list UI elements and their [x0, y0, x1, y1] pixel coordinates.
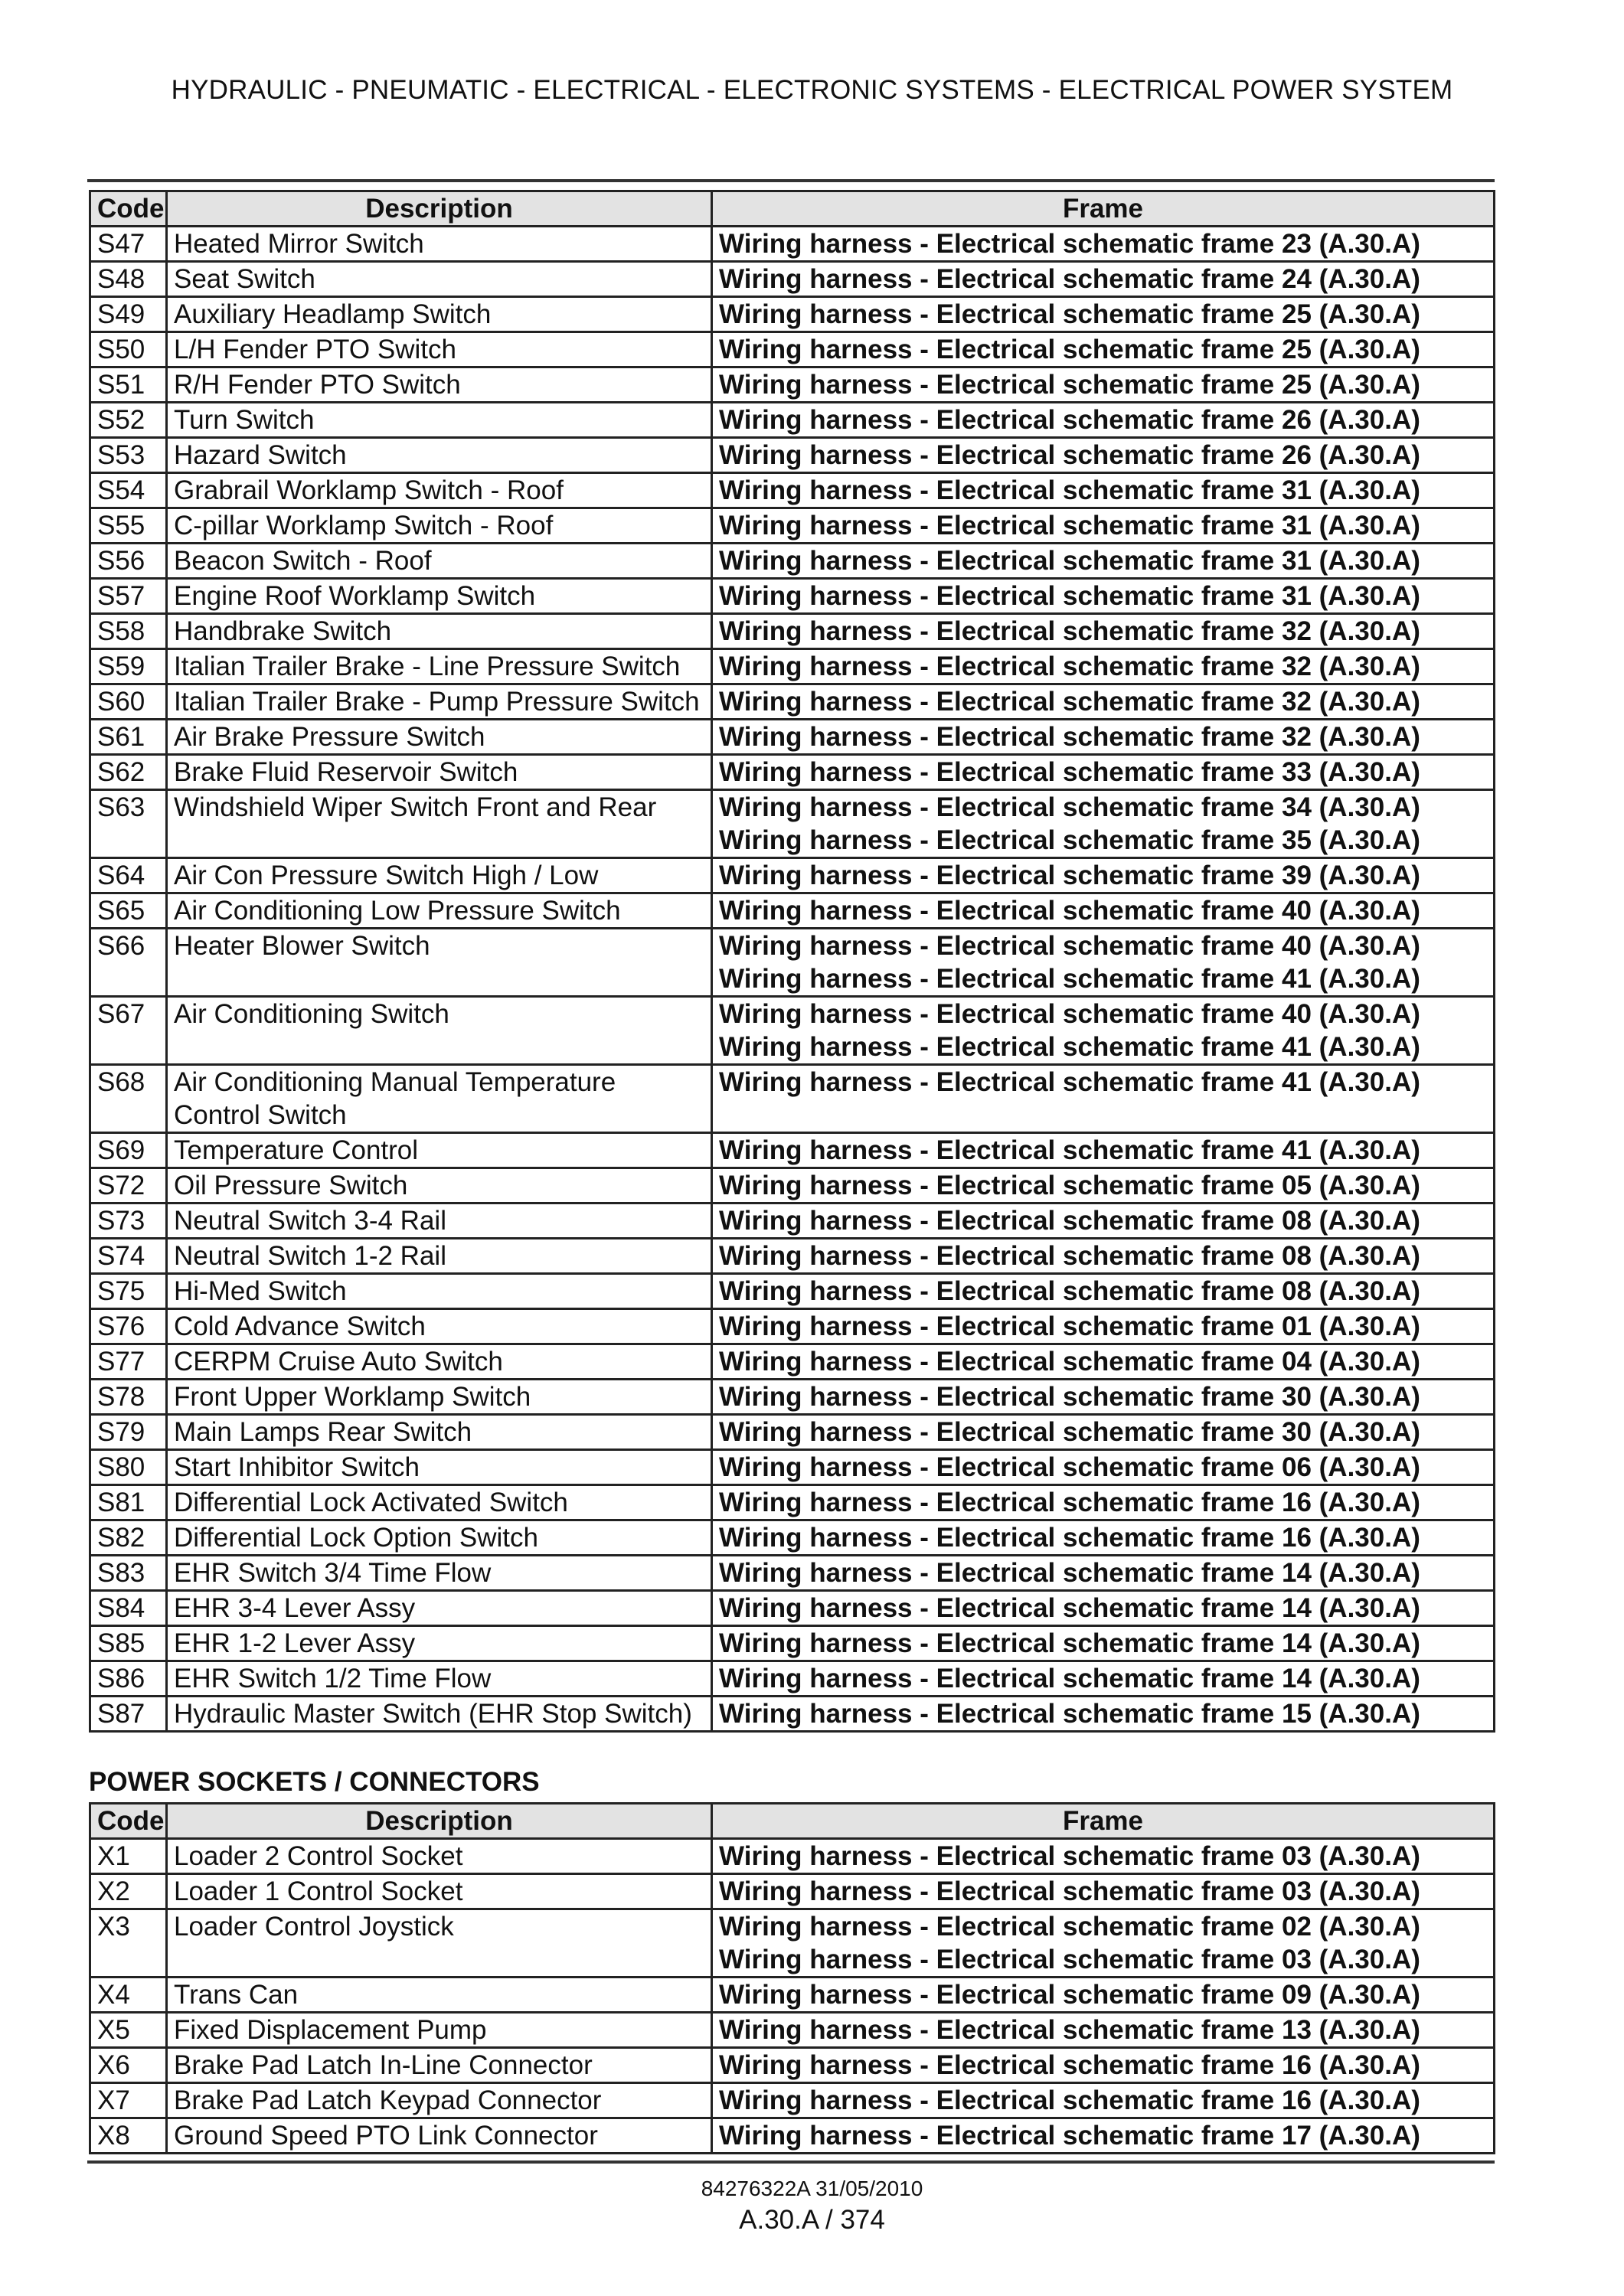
table-row: [90, 755, 1495, 790]
code-cell: S80: [90, 1450, 167, 1485]
code-cell: S61: [90, 720, 167, 755]
frame-reference-link[interactable]: Wiring harness - Electrical schematic frame 31 (A.30.A): [719, 546, 1420, 576]
description-cell: Ground Speed PTO Link Connector: [167, 2118, 712, 2154]
table-row: [90, 438, 1495, 473]
frame-cell: [712, 438, 1495, 473]
description-cell: Brake Fluid Reservoir Switch: [167, 755, 712, 790]
frame-cell: [712, 720, 1495, 755]
code-cell: S81: [90, 1485, 167, 1520]
frame-reference-link[interactable]: Wiring harness - Electrical schematic frame 25 (A.30.A): [719, 335, 1420, 364]
frame-cell: [712, 858, 1495, 893]
code-cell: S59: [90, 649, 167, 684]
code-column-header: Code: [90, 1804, 167, 1839]
table-header-row: [90, 1804, 1495, 1839]
table-row: [90, 1450, 1495, 1485]
description-cell: Oil Pressure Switch: [167, 1168, 712, 1204]
code-cell: S72: [90, 1168, 167, 1204]
frame-cell: [712, 929, 1495, 997]
description-cell: Fixed Displacement Pump: [167, 2013, 712, 2048]
page-number: A.30.A / 374: [739, 2205, 885, 2235]
code-cell: S52: [90, 403, 167, 438]
description-cell: Hydraulic Master Switch (EHR Stop Switch): [167, 1697, 712, 1732]
frame-reference-link[interactable]: Wiring harness - Electrical schematic frame 15 (A.30.A): [719, 1699, 1420, 1729]
table-row: [90, 1839, 1495, 1874]
description-cell: Grabrail Worklamp Switch - Roof: [167, 473, 712, 508]
frame-reference-link[interactable]: Wiring harness - Electrical schematic frame 25 (A.30.A): [719, 299, 1420, 329]
frame-reference-link[interactable]: Wiring harness - Electrical schematic frame 01 (A.30.A): [719, 1311, 1420, 1341]
table-row: [90, 473, 1495, 508]
table-row: [90, 1874, 1495, 1909]
code-cell: S73: [90, 1204, 167, 1239]
description-cell: Turn Switch: [167, 403, 712, 438]
frame-reference-link[interactable]: Wiring harness - Electrical schematic frame 32 (A.30.A): [719, 687, 1420, 717]
frame-reference-link[interactable]: Wiring harness - Electrical schematic frame 32 (A.30.A): [719, 652, 1420, 681]
frame-reference-link[interactable]: Wiring harness - Electrical schematic frame 30 (A.30.A): [719, 1417, 1420, 1447]
description-cell: Brake Pad Latch Keypad Connector: [167, 2083, 712, 2118]
code-cell: S82: [90, 1520, 167, 1556]
frame-reference-link[interactable]: Wiring harness - Electrical schematic frame 24 (A.30.A): [719, 264, 1420, 294]
table-row: [90, 1344, 1495, 1380]
code-cell: S57: [90, 579, 167, 614]
code-cell: S51: [90, 367, 167, 403]
frame-reference-link[interactable]: Wiring harness - Electrical schematic frame 32 (A.30.A): [719, 722, 1420, 752]
frame-reference-link[interactable]: Wiring harness - Electrical schematic frame 03 (A.30.A): [719, 1876, 1420, 1906]
description-cell: EHR Switch 3/4 Time Flow: [167, 1556, 712, 1591]
frame-cell: [712, 1661, 1495, 1697]
frame-cell: [712, 614, 1495, 649]
frame-cell: [712, 1874, 1495, 1909]
description-cell: Beacon Switch - Roof: [167, 544, 712, 579]
frame-cell: [712, 1133, 1495, 1168]
table-row: [90, 1415, 1495, 1450]
frame-cell: [712, 1556, 1495, 1591]
frame-reference-link[interactable]: Wiring harness - Electrical schematic frame 31 (A.30.A): [719, 475, 1420, 505]
code-cell: X6: [90, 2048, 167, 2083]
switch-table: [89, 190, 1495, 1733]
frame-reference-link[interactable]: Wiring harness - Electrical schematic frame 23 (A.30.A): [719, 229, 1420, 259]
description-cell: Cold Advance Switch: [167, 1309, 712, 1344]
footer-rule: [87, 2160, 1495, 2164]
code-cell: S60: [90, 684, 167, 720]
frame-cell: [712, 1239, 1495, 1274]
frame-reference-link[interactable]: Wiring harness - Electrical schematic frame 14 (A.30.A): [719, 1558, 1420, 1588]
table-row: [90, 893, 1495, 929]
frame-cell: [712, 1450, 1495, 1485]
table-row: [90, 2048, 1495, 2083]
description-cell: Differential Lock Activated Switch: [167, 1485, 712, 1520]
description-cell: Italian Trailer Brake - Pump Pressure Switch: [167, 684, 712, 720]
frame-cell: [712, 1204, 1495, 1239]
frame-reference-link[interactable]: Wiring harness - Electrical schematic frame 25 (A.30.A): [719, 370, 1420, 400]
frame-reference-link[interactable]: Wiring harness - Electrical schematic frame 14 (A.30.A): [719, 1628, 1420, 1658]
code-cell: S83: [90, 1556, 167, 1591]
description-cell: Air Conditioning Manual Temperature Control Switch: [167, 1065, 712, 1133]
table-row: [90, 1909, 1495, 1978]
code-cell: S62: [90, 755, 167, 790]
frame-cell: [712, 1380, 1495, 1415]
frame-cell: [712, 1309, 1495, 1344]
description-cell: Differential Lock Option Switch: [167, 1520, 712, 1556]
table-row: [90, 332, 1495, 367]
frame-cell: [712, 473, 1495, 508]
code-cell: S63: [90, 790, 167, 858]
frame-cell: [712, 262, 1495, 297]
frame-reference-link[interactable]: Wiring harness - Electrical schematic frame 26 (A.30.A): [719, 405, 1420, 435]
description-cell: Air Brake Pressure Switch: [167, 720, 712, 755]
code-cell: S79: [90, 1415, 167, 1450]
frame-reference-link[interactable]: Wiring harness - Electrical schematic frame 34 (A.30.A): [719, 792, 1420, 822]
table-row: [90, 1239, 1495, 1274]
description-cell: Main Lamps Rear Switch: [167, 1415, 712, 1450]
table-row: [90, 858, 1495, 893]
connector-table: [89, 1802, 1495, 2154]
frame-cell: [712, 1626, 1495, 1661]
table-row: [90, 1485, 1495, 1520]
table-row: [90, 649, 1495, 684]
description-cell: Heated Mirror Switch: [167, 227, 712, 262]
frame-reference-link[interactable]: Wiring harness - Electrical schematic frame 41 (A.30.A): [719, 1067, 1420, 1097]
frame-reference-link[interactable]: Wiring harness - Electrical schematic frame 09 (A.30.A): [719, 1980, 1420, 2010]
table-row: [90, 1065, 1495, 1133]
description-cell: Loader Control Joystick: [167, 1909, 712, 1978]
table-row: [90, 790, 1495, 858]
table-row: [90, 403, 1495, 438]
table-row: [90, 1661, 1495, 1697]
code-cell: S78: [90, 1380, 167, 1415]
table-row: [90, 297, 1495, 332]
description-cell: Brake Pad Latch In-Line Connector: [167, 2048, 712, 2083]
frame-reference-link[interactable]: Wiring harness - Electrical schematic frame 35 (A.30.A): [719, 825, 1420, 855]
frame-reference-link[interactable]: Wiring harness - Electrical schematic frame 41 (A.30.A): [719, 1032, 1420, 1062]
code-cell: S50: [90, 332, 167, 367]
description-cell: Loader 2 Control Socket: [167, 1839, 712, 1874]
description-column-header: Description: [167, 191, 712, 227]
description-cell: Temperature Control: [167, 1133, 712, 1168]
code-cell: S76: [90, 1309, 167, 1344]
frame-cell: [712, 1485, 1495, 1520]
description-cell: EHR 3-4 Lever Assy: [167, 1591, 712, 1626]
frame-cell: [712, 1909, 1495, 1978]
frame-cell: [712, 1839, 1495, 1874]
table-header-row: [90, 191, 1495, 227]
description-cell: EHR Switch 1/2 Time Flow: [167, 1661, 712, 1697]
table-row: [90, 1133, 1495, 1168]
description-cell: Auxiliary Headlamp Switch: [167, 297, 712, 332]
frame-reference-link[interactable]: Wiring harness - Electrical schematic frame 03 (A.30.A): [719, 1841, 1420, 1871]
frame-cell: [712, 297, 1495, 332]
frame-reference-link[interactable]: Wiring harness - Electrical schematic frame 14 (A.30.A): [719, 1593, 1420, 1623]
description-cell: Air Con Pressure Switch High / Low: [167, 858, 712, 893]
frame-reference-link[interactable]: Wiring harness - Electrical schematic frame 16 (A.30.A): [719, 2085, 1420, 2115]
code-cell: S74: [90, 1239, 167, 1274]
description-cell: Hi-Med Switch: [167, 1274, 712, 1309]
frame-reference-link[interactable]: Wiring harness - Electrical schematic frame 17 (A.30.A): [719, 2121, 1420, 2151]
description-cell: Air Conditioning Low Pressure Switch: [167, 893, 712, 929]
code-cell: S53: [90, 438, 167, 473]
table-row: [90, 1204, 1495, 1239]
description-cell: Handbrake Switch: [167, 614, 712, 649]
table-row: [90, 1380, 1495, 1415]
code-cell: S84: [90, 1591, 167, 1626]
table-row: [90, 1626, 1495, 1661]
description-cell: Heater Blower Switch: [167, 929, 712, 997]
code-cell: S75: [90, 1274, 167, 1309]
frame-cell: [712, 1520, 1495, 1556]
code-cell: S85: [90, 1626, 167, 1661]
table-row: [90, 508, 1495, 544]
description-cell: Start Inhibitor Switch: [167, 1450, 712, 1485]
frame-cell: [712, 1168, 1495, 1204]
code-cell: S48: [90, 262, 167, 297]
code-cell: X5: [90, 2013, 167, 2048]
frame-reference-link[interactable]: Wiring harness - Electrical schematic frame 41 (A.30.A): [719, 964, 1420, 994]
table-row: [90, 1591, 1495, 1626]
frame-reference-link[interactable]: Wiring harness - Electrical schematic frame 41 (A.30.A): [719, 1135, 1420, 1165]
frame-reference-link[interactable]: Wiring harness - Electrical schematic frame 13 (A.30.A): [719, 2015, 1420, 2045]
description-cell: CERPM Cruise Auto Switch: [167, 1344, 712, 1380]
frame-cell: [712, 997, 1495, 1065]
code-cell: S64: [90, 858, 167, 893]
code-cell: S68: [90, 1065, 167, 1133]
description-cell: Windshield Wiper Switch Front and Rear: [167, 790, 712, 858]
table-row: [90, 1978, 1495, 2013]
document-id: 84276322A 31/05/2010: [701, 2177, 923, 2200]
code-cell: S69: [90, 1133, 167, 1168]
code-cell: X7: [90, 2083, 167, 2118]
table-row: [90, 262, 1495, 297]
description-cell: Air Conditioning Switch: [167, 997, 712, 1065]
table-row: [90, 2118, 1495, 2154]
frame-reference-link[interactable]: Wiring harness - Electrical schematic frame 39 (A.30.A): [719, 861, 1420, 890]
description-cell: Loader 1 Control Socket: [167, 1874, 712, 1909]
frame-cell: [712, 2048, 1495, 2083]
frame-cell: [712, 1344, 1495, 1380]
frame-reference-link[interactable]: Wiring harness - Electrical schematic frame 04 (A.30.A): [719, 1347, 1420, 1377]
frame-cell: [712, 755, 1495, 790]
frame-cell: [712, 2083, 1495, 2118]
code-cell: S56: [90, 544, 167, 579]
description-cell: Seat Switch: [167, 262, 712, 297]
code-cell: X2: [90, 1874, 167, 1909]
frame-cell: [712, 684, 1495, 720]
description-cell: Trans Can: [167, 1978, 712, 2013]
frame-reference-link[interactable]: Wiring harness - Electrical schematic frame 30 (A.30.A): [719, 1382, 1420, 1412]
frame-cell: [712, 2118, 1495, 2154]
code-cell: S77: [90, 1344, 167, 1380]
frame-cell: [712, 403, 1495, 438]
frame-reference-link[interactable]: Wiring harness - Electrical schematic frame 05 (A.30.A): [719, 1171, 1420, 1200]
frame-cell: [712, 1591, 1495, 1626]
frame-cell: [712, 790, 1495, 858]
table-row: [90, 2013, 1495, 2048]
description-cell: Hazard Switch: [167, 438, 712, 473]
code-cell: S86: [90, 1661, 167, 1697]
frame-cell: [712, 649, 1495, 684]
code-cell: X4: [90, 1978, 167, 2013]
page-header: HYDRAULIC - PNEUMATIC - ELECTRICAL - ELECTRONIC SYSTEMS - ELECTRICAL POWER SYSTEM: [171, 75, 1453, 105]
frame-reference-link[interactable]: Wiring harness - Electrical schematic frame 32 (A.30.A): [719, 616, 1420, 646]
code-cell: X3: [90, 1909, 167, 1978]
frame-reference-link[interactable]: Wiring harness - Electrical schematic frame 40 (A.30.A): [719, 931, 1420, 961]
frame-reference-link[interactable]: Wiring harness - Electrical schematic frame 16 (A.30.A): [719, 1523, 1420, 1553]
frame-reference-link[interactable]: Wiring harness - Electrical schematic frame 03 (A.30.A): [719, 1945, 1420, 1974]
connectors-section-title: POWER SOCKETS / CONNECTORS: [89, 1767, 540, 1797]
frame-cell: [712, 1065, 1495, 1133]
code-cell: S58: [90, 614, 167, 649]
frame-cell: [712, 1274, 1495, 1309]
frame-cell: [712, 1415, 1495, 1450]
table-row: [90, 1697, 1495, 1732]
code-cell: X8: [90, 2118, 167, 2154]
description-cell: C-pillar Worklamp Switch - Roof: [167, 508, 712, 544]
description-cell: R/H Fender PTO Switch: [167, 367, 712, 403]
table-row: [90, 579, 1495, 614]
header-rule: [87, 179, 1495, 182]
frame-reference-link[interactable]: Wiring harness - Electrical schematic frame 08 (A.30.A): [719, 1206, 1420, 1236]
table-row: [90, 1274, 1495, 1309]
frame-reference-link[interactable]: Wiring harness - Electrical schematic frame 33 (A.30.A): [719, 757, 1420, 787]
code-cell: X1: [90, 1839, 167, 1874]
frame-reference-link[interactable]: Wiring harness - Electrical schematic frame 16 (A.30.A): [719, 2050, 1420, 2080]
description-cell: L/H Fender PTO Switch: [167, 332, 712, 367]
description-cell: Engine Roof Worklamp Switch: [167, 579, 712, 614]
table-row: [90, 1309, 1495, 1344]
table-row: [90, 997, 1495, 1065]
description-cell: Front Upper Worklamp Switch: [167, 1380, 712, 1415]
frame-cell: [712, 367, 1495, 403]
frame-cell: [712, 579, 1495, 614]
frame-cell: [712, 332, 1495, 367]
table-row: [90, 684, 1495, 720]
table-row: [90, 720, 1495, 755]
frame-reference-link[interactable]: Wiring harness - Electrical schematic frame 06 (A.30.A): [719, 1452, 1420, 1482]
frame-reference-link[interactable]: Wiring harness - Electrical schematic frame 40 (A.30.A): [719, 999, 1420, 1029]
frame-column-header: Frame: [712, 191, 1495, 227]
table-row: [90, 227, 1495, 262]
table-row: [90, 929, 1495, 997]
description-cell: Neutral Switch 3-4 Rail: [167, 1204, 712, 1239]
frame-cell: [712, 508, 1495, 544]
frame-reference-link[interactable]: Wiring harness - Electrical schematic frame 08 (A.30.A): [719, 1276, 1420, 1306]
frame-reference-link[interactable]: Wiring harness - Electrical schematic frame 40 (A.30.A): [719, 896, 1420, 926]
code-column-header: Code: [90, 191, 167, 227]
description-cell: EHR 1-2 Lever Assy: [167, 1626, 712, 1661]
table-row: [90, 1168, 1495, 1204]
code-cell: S47: [90, 227, 167, 262]
table-row: [90, 2083, 1495, 2118]
frame-reference-link[interactable]: Wiring harness - Electrical schematic frame 14 (A.30.A): [719, 1664, 1420, 1693]
table-row: [90, 1520, 1495, 1556]
frame-cell: [712, 893, 1495, 929]
table-row: [90, 1556, 1495, 1591]
frame-cell: [712, 1978, 1495, 2013]
code-cell: S54: [90, 473, 167, 508]
frame-cell: [712, 544, 1495, 579]
table-row: [90, 544, 1495, 579]
frame-reference-link[interactable]: Wiring harness - Electrical schematic frame 16 (A.30.A): [719, 1488, 1420, 1517]
description-column-header: Description: [167, 1804, 712, 1839]
code-cell: S49: [90, 297, 167, 332]
description-cell: Italian Trailer Brake - Line Pressure Switch: [167, 649, 712, 684]
frame-reference-link[interactable]: Wiring harness - Electrical schematic frame 31 (A.30.A): [719, 511, 1420, 541]
frame-cell: [712, 1697, 1495, 1732]
frame-reference-link[interactable]: Wiring harness - Electrical schematic frame 02 (A.30.A): [719, 1912, 1420, 1942]
description-cell: Neutral Switch 1-2 Rail: [167, 1239, 712, 1274]
frame-reference-link[interactable]: Wiring harness - Electrical schematic frame 08 (A.30.A): [719, 1241, 1420, 1271]
code-cell: S87: [90, 1697, 167, 1732]
frame-cell: [712, 227, 1495, 262]
table-row: [90, 614, 1495, 649]
table-row: [90, 367, 1495, 403]
code-cell: S65: [90, 893, 167, 929]
code-cell: S66: [90, 929, 167, 997]
frame-reference-link[interactable]: Wiring harness - Electrical schematic frame 31 (A.30.A): [719, 581, 1420, 611]
frame-column-header: Frame: [712, 1804, 1495, 1839]
code-cell: S55: [90, 508, 167, 544]
code-cell: S67: [90, 997, 167, 1065]
frame-reference-link[interactable]: Wiring harness - Electrical schematic frame 26 (A.30.A): [719, 440, 1420, 470]
frame-cell: [712, 2013, 1495, 2048]
